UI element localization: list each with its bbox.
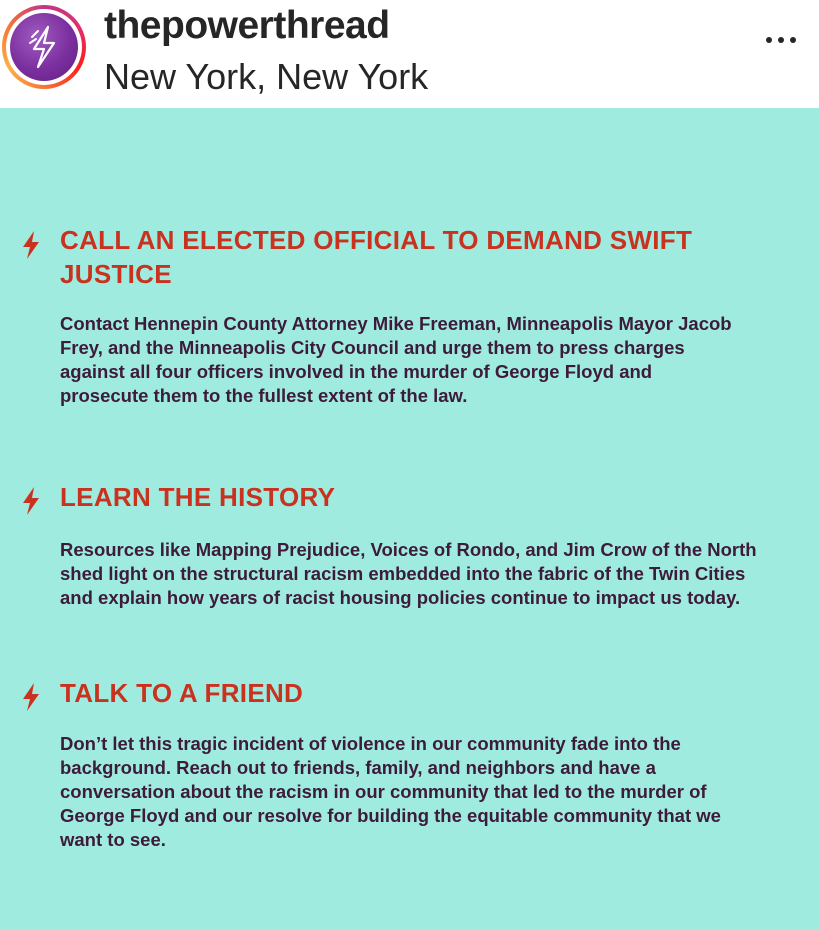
lightning-bolt-icon	[20, 230, 42, 260]
section-body: Don’t let this tragic incident of violence in our community fade into the background. Reach out to friends, family, and neighbors and have a conversation about the racism in our community that led to the murder of George Floyd and our resolve for building the equitable community that we want to see.	[60, 733, 721, 850]
post-image[interactable]	[0, 108, 819, 929]
avatar	[10, 13, 78, 81]
lightning-bolt-icon	[20, 486, 42, 516]
section-body: Contact Hennepin County Attorney Mike Freeman, Minneapolis Mayor Jacob Frey, and the Minneapolis City Council and urge them to press charges against all four officers involved in the murder of George Floyd and prosecute them to the fullest extent of the law.	[60, 313, 732, 406]
lightning-bolt-icon	[20, 682, 42, 712]
more-horizontal-icon	[790, 37, 796, 43]
location-link[interactable]: New York, New York	[104, 56, 429, 97]
more-options-button[interactable]	[761, 30, 801, 50]
more-horizontal-icon	[778, 37, 784, 43]
section-heading: LEARN THE HISTORY	[60, 482, 336, 512]
section-heading: TALK TO A FRIEND	[60, 678, 304, 708]
avatar-story-ring[interactable]	[2, 5, 86, 89]
lightning-bolt-logo-icon	[24, 25, 64, 69]
section-heading: CALL AN ELECTED OFFICIAL TO DEMAND SWIFT JUSTICE	[60, 225, 693, 289]
username-link[interactable]: thepowerthread	[104, 4, 390, 47]
more-horizontal-icon	[766, 37, 772, 43]
section-body: Resources like Mapping Prejudice, Voices of Rondo, and Jim Crow of the North shed light on the structural racism embedded into the fabric of the Twin Cities and explain how years of racist housing policies continue to impact us today.	[60, 539, 757, 608]
post-header	[0, 0, 819, 108]
avatar-ring-gap	[6, 9, 82, 85]
